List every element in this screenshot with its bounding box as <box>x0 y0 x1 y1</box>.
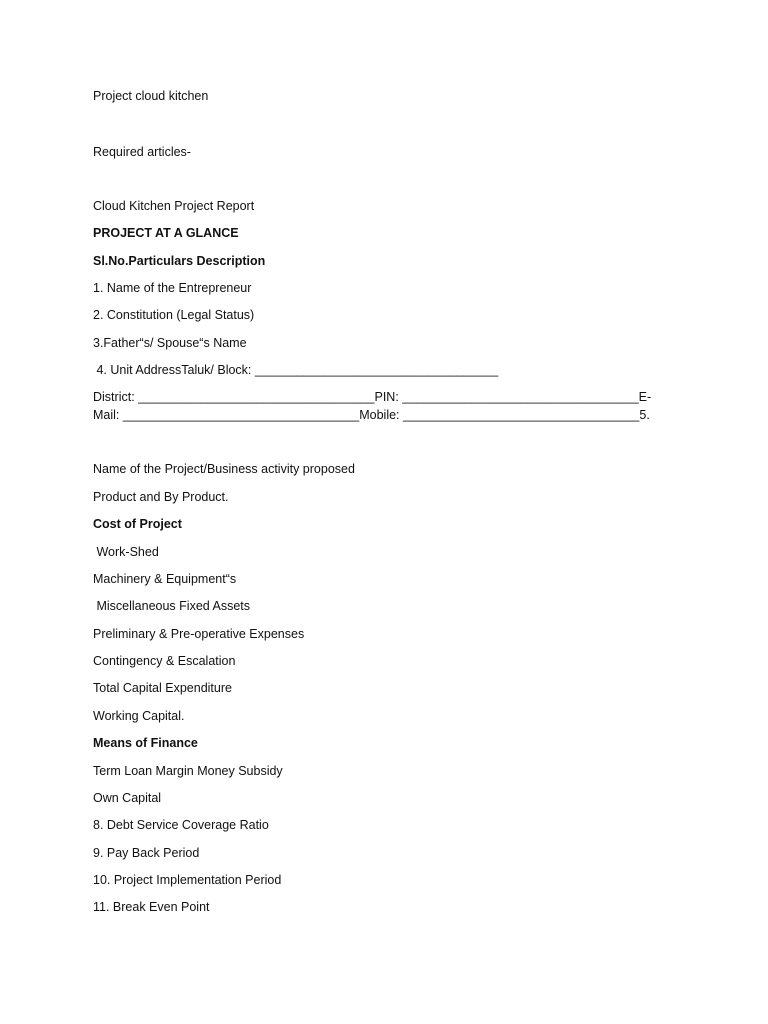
item-pay-back-period: 9. Pay Back Period <box>93 846 200 860</box>
item-entrepreneur: 1. Name of the Entrepreneur <box>93 281 252 295</box>
district-pin-line: District: __________________________________PIN: __________________________________E- <box>93 390 652 404</box>
cost-item: Work-Shed <box>93 545 159 559</box>
item-break-even-point: 11. Break Even Point <box>93 900 210 914</box>
product-label: Product and By Product. <box>93 490 229 504</box>
cost-item: Total Capital Expenditure <box>93 681 232 695</box>
required-articles-label: Required articles- <box>93 145 191 159</box>
table-header: Sl.No.Particulars Description <box>93 254 266 268</box>
item-debt-service-ratio: 8. Debt Service Coverage Ratio <box>93 818 269 832</box>
cost-item: Working Capital. <box>93 709 185 723</box>
finance-item: Term Loan Margin Money Subsidy <box>93 764 283 778</box>
cost-item: Contingency & Escalation <box>93 654 236 668</box>
item-implementation-period: 10. Project Implementation Period <box>93 873 282 887</box>
mail-mobile-line: Mail: __________________________________Mobile: __________________________________5. <box>93 408 650 422</box>
cost-of-project-heading: Cost of Project <box>93 517 182 531</box>
cost-item: Miscellaneous Fixed Assets <box>93 599 251 613</box>
project-name-label: Name of the Project/Business activity proposed <box>93 462 355 476</box>
cost-item: Preliminary & Pre-operative Expenses <box>93 627 305 641</box>
section-heading-glance: PROJECT AT A GLANCE <box>93 226 239 240</box>
cost-item: Machinery & Equipment“s <box>93 572 237 586</box>
means-of-finance-heading: Means of Finance <box>93 736 198 750</box>
document-title: Project cloud kitchen <box>93 89 209 103</box>
item-constitution: 2. Constitution (Legal Status) <box>93 308 255 322</box>
item-unit-address: 4. Unit AddressTaluk/ Block: ___________________________________ <box>93 363 499 377</box>
item-father-spouse-name: 3.Father“s/ Spouse“s Name <box>93 336 247 350</box>
finance-item: Own Capital <box>93 791 162 805</box>
report-title: Cloud Kitchen Project Report <box>93 199 255 213</box>
